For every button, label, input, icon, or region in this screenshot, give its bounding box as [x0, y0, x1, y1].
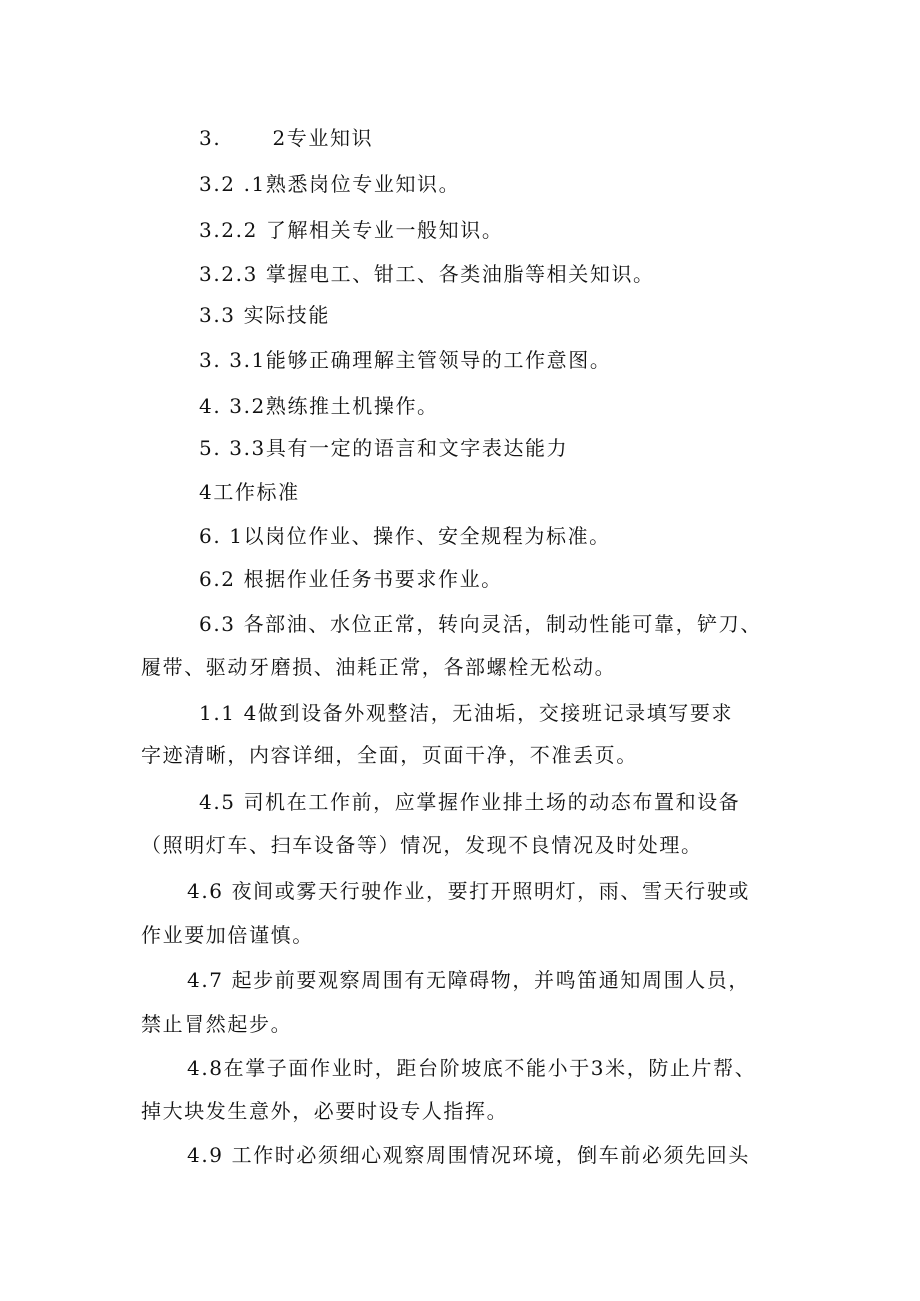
paragraph-4-7-line-1: 4.7 起步前要观察周围有无障碍物，并鸣笛通知周围人员， — [187, 968, 750, 992]
paragraph-4-6-line-2: 作业要加倍谨慎。 — [141, 923, 314, 947]
paragraph-6-3-line-2: 履带、驱动牙磨损、油耗正常，各部螺栓无松动。 — [141, 655, 617, 679]
paragraph-4-8-line-1: 4.8在掌子面作业时，距台阶坡底不能小于3米，防止片帮、 — [187, 1056, 757, 1080]
section-heading-4: 4工作标准 — [199, 480, 300, 504]
paragraph-6-3-line-1: 6.3 各部油、水位正常，转向灵活，制动性能可靠，铲刀、 — [199, 612, 762, 636]
paragraph-3-3-2: 4. 3.2熟练推土机操作。 — [199, 394, 439, 418]
section-heading-3-2: 3. 2专业知识 — [199, 126, 374, 150]
paragraph-4-9-line-1: 4.9 工作时必须细心观察周围情况环境，倒车前必须先回头 — [187, 1143, 750, 1167]
paragraph-4-5-line-1: 4.5 司机在工作前，应掌握作业排土场的动态布置和设备 — [199, 790, 741, 814]
paragraph-3-2-3: 3.2.3 掌握电工、钳工、各类油脂等相关知识。 — [199, 262, 655, 286]
paragraph-4-7-line-2: 禁止冒然起步。 — [141, 1012, 293, 1036]
paragraph-1-1-line-2: 字迹清晰，内容详细，全面，页面干净，不准丢页。 — [141, 743, 638, 767]
paragraph-3-3-3: 5. 3.3具有一定的语言和文字表达能力 — [199, 436, 569, 460]
paragraph-3-3-1: 3. 3.1能够正确理解主管领导的工作意图。 — [199, 348, 612, 372]
section-heading-3-3: 3.3 实际技能 — [199, 303, 330, 327]
paragraph-6-1: 6. 1以岗位作业、操作、安全规程为标准。 — [199, 524, 611, 548]
paragraph-1-1-line-1: 1.1 4做到设备外观整洁，无油垢，交接班记录填写要求 — [199, 701, 734, 725]
paragraph-6-2: 6.2 根据作业任务书要求作业。 — [199, 567, 503, 591]
paragraph-3-2-2: 3.2.2 了解相关专业一般知识。 — [199, 218, 504, 242]
paragraph-3-2-1: 3.2 .1熟悉岗位专业知识。 — [199, 172, 461, 196]
paragraph-4-8-line-2: 掉大块发生意外，必要时设专人指挥。 — [141, 1099, 509, 1123]
paragraph-4-5-line-2: （照明灯车、扫车设备等）情况，发现不良情况及时处理。 — [141, 833, 703, 857]
paragraph-4-6-line-1: 4.6 夜间或雾天行驶作业，要打开照明灯，雨、雪天行驶或 — [187, 879, 750, 903]
